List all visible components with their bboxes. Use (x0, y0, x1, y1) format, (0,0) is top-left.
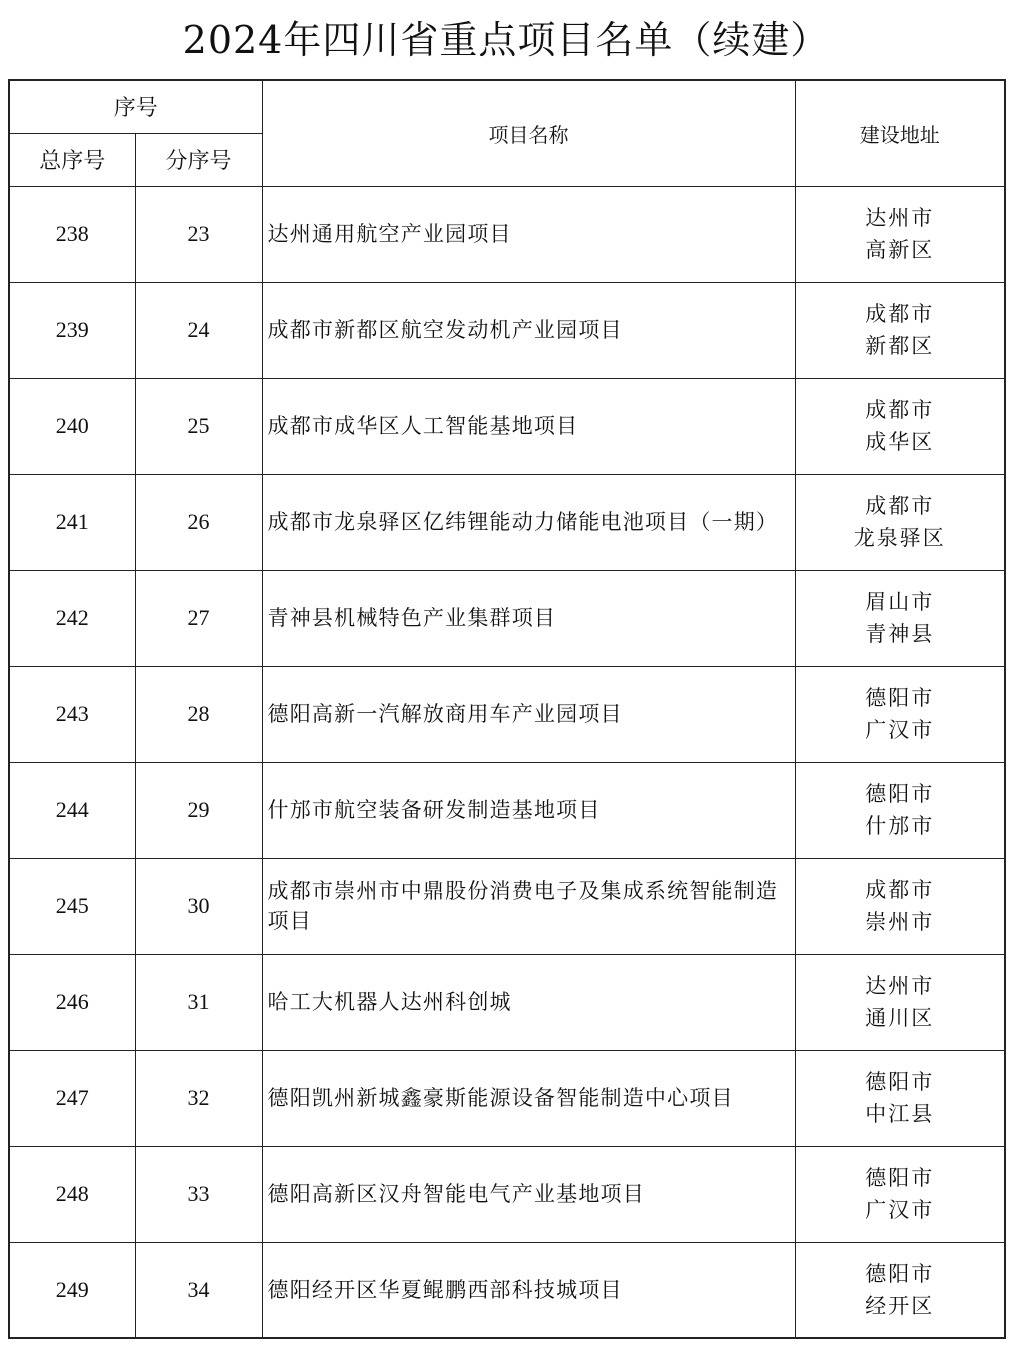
address-cell (795, 570, 1005, 666)
sub-serial-cell: 34 (135, 1242, 262, 1338)
total-serial-cell: 248 (9, 1146, 135, 1242)
table-row (9, 858, 1005, 954)
sub-serial-cell: 32 (135, 1050, 262, 1146)
address-city: 眉山市 (865, 590, 935, 614)
total-serial-header: 总序号 (9, 133, 135, 186)
page-title: 2024年四川省重点项目名单（续建） (182, 18, 830, 62)
sub-serial-cell: 30 (135, 858, 262, 954)
address-district: 青神县 (865, 622, 935, 646)
table-row (9, 954, 1005, 1050)
table-row (9, 474, 1005, 570)
address-district: 新都区 (865, 334, 935, 358)
serial-group-header: 序号 (9, 80, 262, 133)
table-row (9, 378, 1005, 474)
address-cell (795, 666, 1005, 762)
address-city: 德阳市 (865, 686, 935, 710)
address-cell (795, 282, 1005, 378)
table-row (9, 282, 1005, 378)
address-cell (795, 1146, 1005, 1242)
address-cell (795, 954, 1005, 1050)
address-city: 成都市 (865, 878, 935, 902)
address-district: 高新区 (865, 238, 935, 262)
address-district: 广汉市 (865, 1198, 935, 1222)
table-row (9, 666, 1005, 762)
project-name-cell: 达州通用航空产业园项目 (262, 186, 795, 282)
project-name-cell: 哈工大机器人达州科创城 (262, 954, 795, 1050)
sub-serial-cell: 29 (135, 762, 262, 858)
project-name-cell: 青神县机械特色产业集群项目 (262, 570, 795, 666)
total-serial-cell: 243 (9, 666, 135, 762)
sub-serial-cell: 28 (135, 666, 262, 762)
address-city: 德阳市 (865, 1166, 935, 1190)
address-cell (795, 762, 1005, 858)
address-city: 成都市 (865, 302, 935, 326)
address-city: 达州市 (865, 974, 935, 998)
total-serial-cell: 240 (9, 378, 135, 474)
address-cell (795, 378, 1005, 474)
sub-serial-cell: 24 (135, 282, 262, 378)
sub-serial-cell: 25 (135, 378, 262, 474)
address-district: 中江县 (865, 1102, 935, 1126)
total-serial-cell: 241 (9, 474, 135, 570)
table-row (9, 762, 1005, 858)
project-name-cell: 德阳高新一汽解放商用车产业园项目 (262, 666, 795, 762)
address-city: 成都市 (865, 494, 935, 518)
address-city: 德阳市 (865, 1261, 935, 1286)
address-city: 德阳市 (865, 1070, 935, 1094)
address-header: 建设地址 (795, 80, 1005, 186)
address-city: 德阳市 (865, 782, 935, 806)
table-row (9, 1146, 1005, 1242)
address-district: 成华区 (865, 430, 935, 454)
table-row (9, 1242, 1005, 1338)
table-row (9, 570, 1005, 666)
sub-serial-cell: 33 (135, 1146, 262, 1242)
address-district: 崇州市 (865, 910, 935, 934)
sub-serial-header: 分序号 (135, 133, 262, 186)
project-name-cell: 德阳凯州新城鑫豪斯能源设备智能制造中心项目 (262, 1050, 795, 1146)
address-district: 经开区 (865, 1293, 935, 1318)
address-city: 成都市 (865, 398, 935, 422)
sub-serial-cell: 31 (135, 954, 262, 1050)
project-name-cell: 成都市成华区人工智能基地项目 (262, 378, 795, 474)
address-district: 通川区 (865, 1006, 935, 1030)
sub-serial-cell: 26 (135, 474, 262, 570)
total-serial-cell: 247 (9, 1050, 135, 1146)
project-name-header: 项目名称 (262, 80, 795, 186)
project-name-cell: 成都市新都区航空发动机产业园项目 (262, 282, 795, 378)
header-row (9, 80, 1005, 133)
address-cell (795, 1050, 1005, 1146)
address-cell (795, 474, 1005, 570)
address-cell (795, 186, 1005, 282)
sub-serial-cell: 27 (135, 570, 262, 666)
address-district: 龙泉驿区 (853, 526, 946, 550)
total-serial-cell: 244 (9, 762, 135, 858)
total-serial-cell: 245 (9, 858, 135, 954)
project-name-cell: 成都市崇州市中鼎股份消费电子及集成系统智能制造项目 (262, 858, 795, 954)
project-name-cell: 德阳经开区华夏鲲鹏西部科技城项目 (262, 1242, 795, 1338)
project-name-cell: 什邡市航空装备研发制造基地项目 (262, 762, 795, 858)
total-serial-cell: 242 (9, 570, 135, 666)
address-cell (795, 1242, 1005, 1338)
table-row (9, 1050, 1005, 1146)
total-serial-cell: 239 (9, 282, 135, 378)
project-name-cell: 成都市龙泉驿区亿纬锂能动力储能电池项目（一期） (262, 474, 795, 570)
address-city: 达州市 (865, 206, 935, 230)
address-cell (795, 858, 1005, 954)
total-serial-cell: 238 (9, 186, 135, 282)
address-district: 什邡市 (865, 814, 935, 838)
address-district: 广汉市 (865, 718, 935, 742)
project-table (8, 79, 1006, 1339)
total-serial-cell: 246 (9, 954, 135, 1050)
project-name-cell: 德阳高新区汉舟智能电气产业基地项目 (262, 1146, 795, 1242)
sub-serial-cell: 23 (135, 186, 262, 282)
total-serial-cell: 249 (9, 1242, 135, 1338)
table-row (9, 186, 1005, 282)
